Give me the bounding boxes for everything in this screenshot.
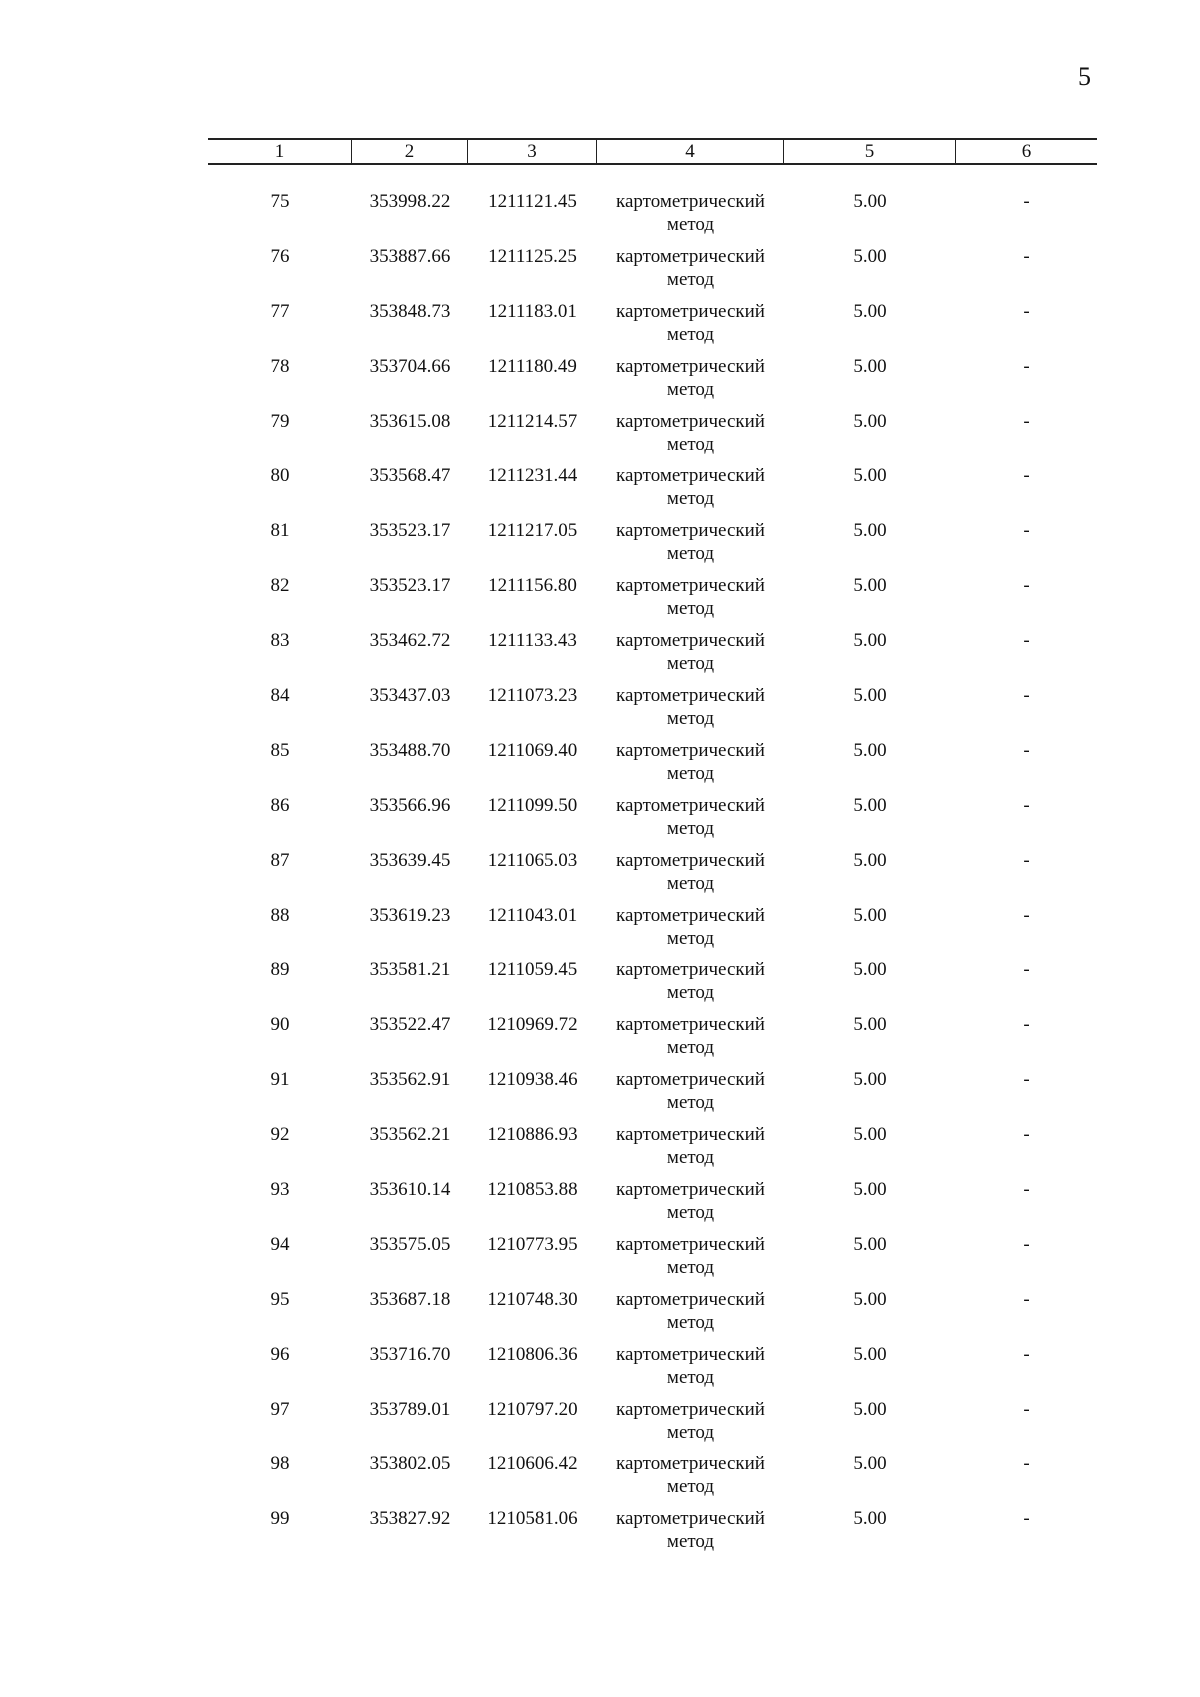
y-coordinate-cell: 1211231.44	[487, 465, 578, 487]
y-coordinate-cell: 1211183.01	[488, 300, 577, 322]
method-line-1: картометрический	[616, 1233, 765, 1255]
note-cell: -	[1023, 1124, 1030, 1146]
table-row	[208, 410, 1097, 465]
x-coordinate-cell: 353639.45	[369, 849, 451, 871]
table-row	[208, 1178, 1097, 1233]
note-cell: -	[1023, 1508, 1030, 1530]
y-coordinate-cell: 1210938.46	[487, 1069, 578, 1091]
method-line-1: картометрический	[616, 410, 765, 432]
point-number-cell: 88	[270, 904, 290, 926]
note-cell: -	[1023, 465, 1030, 487]
table-row	[208, 1398, 1097, 1453]
method-line-1: картометрический	[616, 1288, 765, 1310]
note-cell: -	[1023, 410, 1030, 432]
x-coordinate-cell: 353887.66	[369, 245, 451, 267]
method-cell	[597, 1233, 784, 1288]
method-line-1: картометрический	[616, 1453, 765, 1475]
x-coordinate-cell: 353615.08	[369, 410, 451, 432]
x-coordinate-cell: 353523.17	[369, 520, 451, 542]
point-number-cell: 84	[270, 685, 290, 707]
method-line-2: метод	[666, 762, 715, 784]
method-line-1: картометрический	[616, 520, 765, 542]
method-cell	[597, 849, 784, 904]
note-cell: -	[1023, 191, 1030, 212]
accuracy-cell: 5.00	[853, 245, 887, 267]
accuracy-cell: 5.00	[853, 1288, 887, 1310]
point-number-cell: 90	[270, 1014, 290, 1036]
method-line-2: метод	[666, 214, 715, 235]
table-row	[208, 464, 1097, 519]
point-number-cell: 93	[270, 1179, 290, 1201]
y-coordinate-cell: 1210886.93	[487, 1124, 578, 1146]
method-line-1: картометрический	[616, 1398, 765, 1420]
y-coordinate-cell: 1211121.45	[488, 191, 577, 212]
method-line-2: метод	[666, 1421, 715, 1443]
method-line-2: метод	[666, 543, 715, 565]
method-line-1: картометрический	[616, 1508, 765, 1530]
table-row	[208, 300, 1097, 355]
point-number-cell: 75	[270, 191, 290, 212]
method-line-2: метод	[666, 1256, 715, 1278]
x-coordinate-cell: 353704.66	[369, 355, 451, 377]
method-cell	[597, 1068, 784, 1123]
method-line-2: метод	[666, 598, 715, 620]
method-line-2: метод	[666, 1366, 715, 1388]
method-line-2: метод	[666, 653, 715, 675]
note-cell: -	[1023, 300, 1030, 322]
x-coordinate-cell: 353488.70	[369, 739, 451, 761]
method-cell	[597, 190, 784, 245]
y-coordinate-cell: 1210806.36	[487, 1343, 578, 1365]
method-line-2: метод	[666, 1311, 715, 1333]
table-row	[208, 245, 1097, 300]
method-line-2: метод	[666, 1147, 715, 1169]
point-number-cell: 81	[270, 520, 290, 542]
accuracy-cell: 5.00	[853, 191, 887, 212]
method-cell	[597, 1507, 784, 1562]
note-cell: -	[1023, 575, 1030, 597]
note-cell: -	[1023, 904, 1030, 926]
method-line-1: картометрический	[616, 959, 765, 981]
x-coordinate-cell: 353575.05	[369, 1233, 451, 1255]
method-line-1: картометрический	[616, 1343, 765, 1365]
y-coordinate-cell: 1210748.30	[487, 1288, 578, 1310]
method-line-2: метод	[666, 488, 715, 510]
x-coordinate-cell: 353687.18	[369, 1288, 451, 1310]
method-cell	[597, 1343, 784, 1398]
accuracy-cell: 5.00	[853, 904, 887, 926]
table-row	[208, 519, 1097, 574]
x-coordinate-cell: 353716.70	[369, 1343, 451, 1365]
point-number-cell: 97	[270, 1398, 290, 1420]
table-row	[208, 1452, 1097, 1507]
header-cell-6: 6	[1021, 141, 1032, 162]
table-row	[208, 1013, 1097, 1068]
method-line-1: картометрический	[616, 904, 765, 926]
note-cell: -	[1023, 1343, 1030, 1365]
table-row	[208, 1288, 1097, 1343]
note-cell: -	[1023, 1014, 1030, 1036]
method-cell	[597, 1398, 784, 1453]
accuracy-cell: 5.00	[853, 355, 887, 377]
method-line-2: метод	[666, 1476, 715, 1498]
y-coordinate-cell: 1211073.23	[487, 685, 578, 707]
x-coordinate-cell: 353619.23	[369, 904, 451, 926]
table-row	[208, 794, 1097, 849]
y-coordinate-cell: 1210969.72	[487, 1014, 578, 1036]
x-coordinate-cell: 353437.03	[369, 685, 451, 707]
method-line-1: картометрический	[616, 739, 765, 761]
point-number-cell: 87	[270, 849, 290, 871]
method-line-1: картометрический	[616, 794, 765, 816]
x-coordinate-cell: 353522.47	[369, 1014, 451, 1036]
header-cell-4: 4	[597, 140, 784, 163]
note-cell: -	[1023, 1179, 1030, 1201]
method-line-1: картометрический	[616, 1124, 765, 1146]
x-coordinate-cell: 353848.73	[369, 300, 451, 322]
method-cell	[597, 574, 784, 629]
table-row	[208, 684, 1097, 739]
table-row	[208, 1123, 1097, 1178]
method-cell	[597, 355, 784, 410]
note-cell: -	[1023, 794, 1030, 816]
point-number-cell: 80	[270, 465, 290, 487]
y-coordinate-cell: 1211065.03	[487, 849, 578, 871]
table-row	[208, 190, 1097, 245]
method-cell	[597, 1288, 784, 1343]
method-line-2: метод	[666, 817, 715, 839]
method-line-1: картометрический	[616, 1179, 765, 1201]
accuracy-cell: 5.00	[853, 465, 887, 487]
method-cell	[597, 794, 784, 849]
x-coordinate-cell: 353562.91	[369, 1069, 451, 1091]
method-line-2: метод	[666, 378, 715, 400]
point-number-cell: 92	[270, 1124, 290, 1146]
point-number-cell: 96	[270, 1343, 290, 1365]
method-cell	[597, 245, 784, 300]
y-coordinate-cell: 1211059.45	[487, 959, 578, 981]
y-coordinate-cell: 1211043.01	[487, 904, 578, 926]
table-row	[208, 574, 1097, 629]
point-number-cell: 76	[270, 245, 290, 267]
note-cell: -	[1023, 1398, 1030, 1420]
x-coordinate-cell: 353827.92	[369, 1508, 451, 1530]
point-number-cell: 85	[270, 739, 290, 761]
method-line-2: метод	[666, 1531, 715, 1553]
accuracy-cell: 5.00	[853, 575, 887, 597]
table-row	[208, 629, 1097, 684]
accuracy-cell: 5.00	[853, 1508, 887, 1530]
accuracy-cell: 5.00	[853, 630, 887, 652]
accuracy-cell: 5.00	[853, 300, 887, 322]
x-coordinate-cell: 353581.21	[369, 959, 451, 981]
accuracy-cell: 5.00	[853, 1233, 887, 1255]
accuracy-cell: 5.00	[853, 739, 887, 761]
method-line-1: картометрический	[616, 1014, 765, 1036]
method-cell	[597, 1178, 784, 1233]
note-cell: -	[1023, 959, 1030, 981]
y-coordinate-cell: 1211217.05	[487, 520, 578, 542]
method-line-2: метод	[666, 872, 715, 894]
method-line-2: метод	[666, 1092, 715, 1114]
y-coordinate-cell: 1211180.49	[488, 355, 577, 377]
point-number-cell: 98	[270, 1453, 290, 1475]
x-coordinate-cell: 353568.47	[369, 465, 451, 487]
header-cell-5: 5	[784, 140, 956, 163]
method-line-1: картометрический	[616, 849, 765, 871]
accuracy-cell: 5.00	[853, 1124, 887, 1146]
method-line-2: метод	[666, 433, 715, 455]
table-header	[208, 138, 1097, 165]
table-row	[208, 1507, 1097, 1562]
y-coordinate-cell: 1211125.25	[488, 245, 577, 267]
method-line-1: картометрический	[616, 300, 765, 322]
table-body	[208, 190, 1097, 1562]
y-coordinate-cell: 1210853.88	[487, 1179, 578, 1201]
y-coordinate-cell: 1210581.06	[487, 1508, 578, 1530]
y-coordinate-cell: 1211099.50	[487, 794, 578, 816]
header-cell-3: 3	[468, 140, 597, 163]
accuracy-cell: 5.00	[853, 1069, 887, 1091]
table-row	[208, 739, 1097, 794]
table-row	[208, 849, 1097, 904]
x-coordinate-cell: 353566.96	[369, 794, 451, 816]
table-row	[208, 1068, 1097, 1123]
point-number-cell: 91	[270, 1069, 290, 1091]
point-number-cell: 82	[270, 575, 290, 597]
method-line-1: картометрический	[616, 575, 765, 597]
x-coordinate-cell: 353523.17	[369, 575, 451, 597]
note-cell: -	[1023, 849, 1030, 871]
method-cell	[597, 904, 784, 959]
method-line-2: метод	[666, 323, 715, 345]
method-cell	[597, 739, 784, 794]
accuracy-cell: 5.00	[853, 685, 887, 707]
method-cell	[597, 1452, 784, 1507]
point-number-cell: 89	[270, 959, 290, 981]
y-coordinate-cell: 1211069.40	[487, 739, 578, 761]
accuracy-cell: 5.00	[853, 849, 887, 871]
method-line-1: картометрический	[616, 465, 765, 487]
table-row	[208, 958, 1097, 1013]
method-cell	[597, 464, 784, 519]
method-cell	[597, 958, 784, 1013]
accuracy-cell: 5.00	[853, 959, 887, 981]
method-cell	[597, 629, 784, 684]
header-cell-1: 1	[208, 140, 352, 163]
method-cell	[597, 410, 784, 465]
method-line-1: картометрический	[616, 630, 765, 652]
y-coordinate-cell: 1210797.20	[487, 1398, 578, 1420]
note-cell: -	[1023, 520, 1030, 542]
method-cell	[597, 684, 784, 739]
method-cell	[597, 300, 784, 355]
accuracy-cell: 5.00	[853, 1179, 887, 1201]
accuracy-cell: 5.00	[853, 520, 887, 542]
note-cell: -	[1023, 355, 1030, 377]
note-cell: -	[1023, 630, 1030, 652]
y-coordinate-cell: 1210773.95	[487, 1233, 578, 1255]
x-coordinate-cell: 353462.72	[369, 630, 451, 652]
method-line-1: картометрический	[616, 355, 765, 377]
method-cell	[597, 1013, 784, 1068]
point-number-cell: 79	[270, 410, 290, 432]
point-number-cell: 83	[270, 630, 290, 652]
note-cell: -	[1023, 1233, 1030, 1255]
note-cell: -	[1023, 1069, 1030, 1091]
method-line-2: метод	[666, 982, 715, 1004]
method-line-1: картометрический	[616, 1069, 765, 1091]
method-line-2: метод	[666, 1037, 715, 1059]
accuracy-cell: 5.00	[853, 1398, 887, 1420]
accuracy-cell: 5.00	[853, 794, 887, 816]
accuracy-cell: 5.00	[853, 1453, 887, 1475]
method-line-1: картометрический	[616, 245, 765, 267]
x-coordinate-cell: 353562.21	[369, 1124, 451, 1146]
note-cell: -	[1023, 245, 1030, 267]
table-row	[208, 355, 1097, 410]
accuracy-cell: 5.00	[853, 410, 887, 432]
x-coordinate-cell: 353610.14	[369, 1179, 451, 1201]
x-coordinate-cell: 353802.05	[369, 1453, 451, 1475]
method-line-1: картометрический	[616, 685, 765, 707]
method-line-2: метод	[666, 708, 715, 730]
note-cell: -	[1023, 1288, 1030, 1310]
method-cell	[597, 519, 784, 574]
point-number-cell: 86	[270, 794, 290, 816]
method-line-2: метод	[666, 268, 715, 290]
y-coordinate-cell: 1211214.57	[487, 410, 578, 432]
point-number-cell: 94	[270, 1233, 290, 1255]
page-number: 5	[1078, 62, 1091, 91]
method-line-1: картометрический	[616, 191, 765, 212]
accuracy-cell: 5.00	[853, 1014, 887, 1036]
note-cell: -	[1023, 685, 1030, 707]
table-row	[208, 1233, 1097, 1288]
y-coordinate-cell: 1211156.80	[488, 575, 577, 597]
note-cell: -	[1023, 739, 1030, 761]
x-coordinate-cell: 353789.01	[369, 1398, 451, 1420]
method-line-2: метод	[666, 927, 715, 949]
x-coordinate-cell: 353998.22	[369, 191, 451, 212]
note-cell: -	[1023, 1453, 1030, 1475]
accuracy-cell: 5.00	[853, 1343, 887, 1365]
point-number-cell: 78	[270, 355, 290, 377]
header-cell-2: 2	[352, 140, 468, 163]
point-number-cell: 77	[270, 300, 290, 322]
y-coordinate-cell: 1210606.42	[487, 1453, 578, 1475]
method-cell	[597, 1123, 784, 1178]
method-line-2: метод	[666, 1202, 715, 1224]
point-number-cell: 95	[270, 1288, 290, 1310]
table-row	[208, 904, 1097, 959]
y-coordinate-cell: 1211133.43	[488, 630, 577, 652]
table-row	[208, 1343, 1097, 1398]
point-number-cell: 99	[270, 1508, 290, 1530]
